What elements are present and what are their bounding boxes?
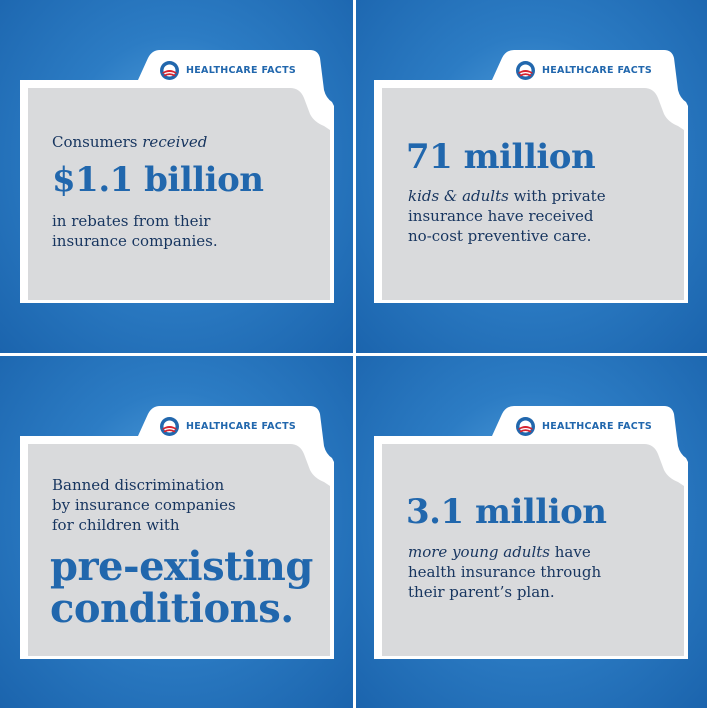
fact-headline: 3.1 million: [406, 492, 607, 532]
campaign-logo-icon: [516, 61, 535, 80]
fact-headline: 71 million: [406, 137, 596, 177]
header-label: HEALTHCARE FACTS: [542, 421, 652, 432]
fact-line: their parent’s plan.: [408, 583, 555, 601]
fact-headline: conditions.: [50, 585, 294, 632]
fact-line: by insurance companies: [52, 496, 236, 514]
fact-panel-young-adults: [356, 356, 707, 708]
header-label: HEALTHCARE FACTS: [542, 65, 652, 76]
fact-headline: $1.1 billion: [52, 160, 264, 200]
header-label: HEALTHCARE FACTS: [186, 421, 296, 432]
fact-line: in rebates from their: [52, 212, 211, 230]
fact-intro: Consumers received: [52, 133, 208, 151]
fact-panel-pre-existing: [0, 356, 353, 708]
fact-line: more young adults have: [408, 543, 591, 561]
fact-line: kids & adults with private: [408, 187, 606, 205]
campaign-logo-icon: [160, 417, 179, 436]
fact-line: no-cost preventive care.: [408, 227, 592, 245]
fact-panel-rebates: [0, 0, 353, 353]
fact-line: insurance have received: [408, 207, 594, 225]
campaign-logo-icon: [160, 61, 179, 80]
fact-line: for children with: [52, 516, 180, 534]
campaign-logo-icon: [516, 417, 535, 436]
fact-line: health insurance through: [408, 563, 602, 581]
header-label: HEALTHCARE FACTS: [186, 65, 296, 76]
fact-line: insurance companies.: [52, 232, 218, 250]
fact-panel-preventive-care: [356, 0, 707, 353]
fact-headline: pre-existing: [50, 543, 313, 590]
fact-line: Banned discrimination: [52, 476, 225, 494]
